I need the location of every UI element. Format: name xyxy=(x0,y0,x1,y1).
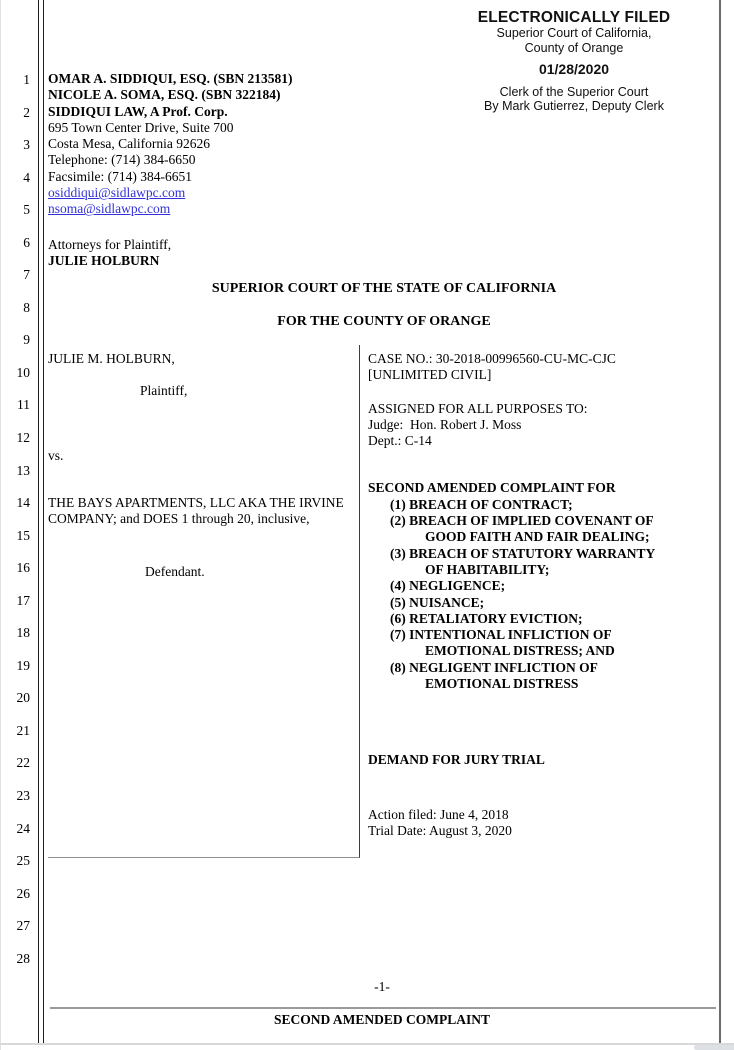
caption-case-info xyxy=(368,345,720,839)
attorneys-for-label: Attorneys for Plaintiff, xyxy=(48,237,172,252)
causes-of-action-list xyxy=(368,497,664,693)
attorney-name-line: SIDDIQUI LAW, A Prof. Corp. xyxy=(48,103,228,119)
department: Dept.: C-14 xyxy=(368,433,432,449)
efiling-stamp-title: ELECTRONICALLY FILED xyxy=(477,9,671,26)
case-number: CASE NO.: 30-2018-00996560-CU-MC-CJC xyxy=(368,351,616,366)
line-number: 14 xyxy=(16,495,30,511)
email-link[interactable]: osiddiqui@sidlawpc.com xyxy=(48,185,186,201)
line-number: 6 xyxy=(23,234,30,250)
defendant-role: Defendant. xyxy=(145,564,205,580)
footer-divider xyxy=(50,1007,716,1009)
case-number-block xyxy=(368,351,720,384)
line-number: 23 xyxy=(16,788,30,804)
line-number: 1 xyxy=(23,72,30,87)
cause-of-action: (8) NEGLIGENT INFLICTION OF EMOTIONAL DISTRESS xyxy=(390,659,598,692)
line-number: 26 xyxy=(16,885,30,901)
line-number: 27 xyxy=(16,918,30,934)
line-number: 24 xyxy=(16,820,30,836)
line-number: 21 xyxy=(16,722,30,738)
efiling-stamp xyxy=(430,10,718,114)
cause-of-action: (1) BREACH OF CONTRACT; xyxy=(390,496,573,512)
footer-document-title: SECOND AMENDED COMPLAINT xyxy=(273,1012,490,1027)
line-number: 4 xyxy=(23,169,30,185)
attorney-contact-line: Facsimile: (714) 384-6651 xyxy=(48,168,192,184)
page-bottom-border xyxy=(0,1043,734,1045)
line-number: 20 xyxy=(16,690,30,706)
line-number: 16 xyxy=(16,560,30,576)
line-number: 3 xyxy=(23,137,30,153)
court-county: FOR THE COUNTY OF ORANGE xyxy=(277,314,491,329)
plaintiff-name: JULIE M. HOLBURN, xyxy=(48,351,175,366)
line-number: 5 xyxy=(23,202,30,218)
case-caption xyxy=(48,345,720,858)
line-number: 11 xyxy=(17,397,30,413)
client-name: JULIE HOLBURN xyxy=(48,253,160,269)
pleading-double-rule-right xyxy=(43,0,44,1043)
cause-of-action: (3) BREACH OF STATUTORY WARRANTY OF HABITABILITY; xyxy=(390,545,655,577)
line-number: 2 xyxy=(23,104,30,120)
email-link[interactable]: nsoma@sidlawpc.com xyxy=(48,201,171,217)
defendant-name: THE BAYS APARTMENTS, LLC AKA THE IRVINE COMPANY; and DOES 1 through 20, inclusive, xyxy=(48,494,344,527)
efiling-stamp-court-line2: County of Orange xyxy=(524,40,624,55)
attorney-contact xyxy=(48,120,378,185)
versus-label: vs. xyxy=(48,447,64,463)
attorneys-for-block xyxy=(48,237,171,270)
line-number: 8 xyxy=(23,299,30,315)
cause-of-action: (6) RETALIATORY EVICTION; xyxy=(390,610,583,626)
attorney-block xyxy=(48,71,378,218)
jury-demand: DEMAND FOR JURY TRIAL xyxy=(368,752,545,768)
attorney-contact-line: Telephone: (714) 384-6650 xyxy=(48,152,196,168)
line-number: 13 xyxy=(16,462,30,478)
attorney-name-line: NICOLE A. SOMA, ESQ. (SBN 322184) xyxy=(48,87,281,103)
efiling-stamp-clerk-line2: By Mark Gutierrez, Deputy Clerk xyxy=(484,99,664,114)
pleading-double-rule-left xyxy=(38,0,39,1043)
line-number: 18 xyxy=(16,625,30,641)
efiling-stamp-court-line1: Superior Court of California, xyxy=(496,26,652,41)
line-number: 10 xyxy=(16,364,30,380)
complaint-title: SECOND AMENDED COMPLAINT FOR xyxy=(368,480,616,496)
assigned-label: ASSIGNED FOR ALL PURPOSES TO: xyxy=(368,400,588,416)
cause-of-action: (5) NUISANCE; xyxy=(390,594,485,610)
attorney-contact-line: Costa Mesa, California 92626 xyxy=(48,136,210,152)
plaintiff-role: Plaintiff, xyxy=(140,383,188,399)
attorney-names xyxy=(48,71,378,120)
assignment-block xyxy=(368,401,720,450)
cause-of-action: (2) BREACH OF IMPLIED COVENANT OF GOOD FAITH AND FAIR DEALING; xyxy=(390,513,654,545)
cause-of-action: (4) NEGLIGENCE; xyxy=(390,578,506,594)
efiling-stamp-date: 01/28/2020 xyxy=(538,61,610,78)
line-number: 25 xyxy=(16,853,30,869)
page-number: -1- xyxy=(374,979,390,994)
horizontal-scrollbar-thumb[interactable] xyxy=(694,1045,734,1050)
court-title: SUPERIOR COURT OF THE STATE OF CALIFORNIA xyxy=(211,281,557,296)
case-civil-type: [UNLIMITED CIVIL] xyxy=(368,367,492,383)
line-number: 17 xyxy=(16,592,30,608)
line-number: 9 xyxy=(23,332,30,348)
line-number: 19 xyxy=(16,657,30,673)
caption-parties xyxy=(48,345,360,858)
efiling-stamp-clerk xyxy=(430,85,718,114)
line-number: 15 xyxy=(16,527,30,543)
line-number: 28 xyxy=(16,950,30,966)
pleading-line-numbers xyxy=(0,72,30,983)
attorney-emails xyxy=(48,185,378,218)
cause-of-action: (7) INTENTIONAL INFLICTION OF EMOTIONAL DISTRESS; AND xyxy=(390,627,615,659)
line-number: 12 xyxy=(16,430,30,446)
trial-date: Trial Date: August 3, 2020 xyxy=(368,822,512,838)
efiling-stamp-clerk-line1: Clerk of the Superior Court xyxy=(499,84,649,99)
action-filed-date: Action filed: June 4, 2018 xyxy=(368,806,509,822)
attorney-name-line: OMAR A. SIDDIQUI, ESQ. (SBN 213581) xyxy=(48,71,293,86)
line-number: 22 xyxy=(16,755,30,771)
dates-block xyxy=(368,807,720,840)
judge-name: Judge: Hon. Robert J. Moss xyxy=(368,416,522,432)
line-number: 7 xyxy=(23,267,30,283)
attorney-contact-line: 695 Town Center Drive, Suite 700 xyxy=(48,119,234,135)
